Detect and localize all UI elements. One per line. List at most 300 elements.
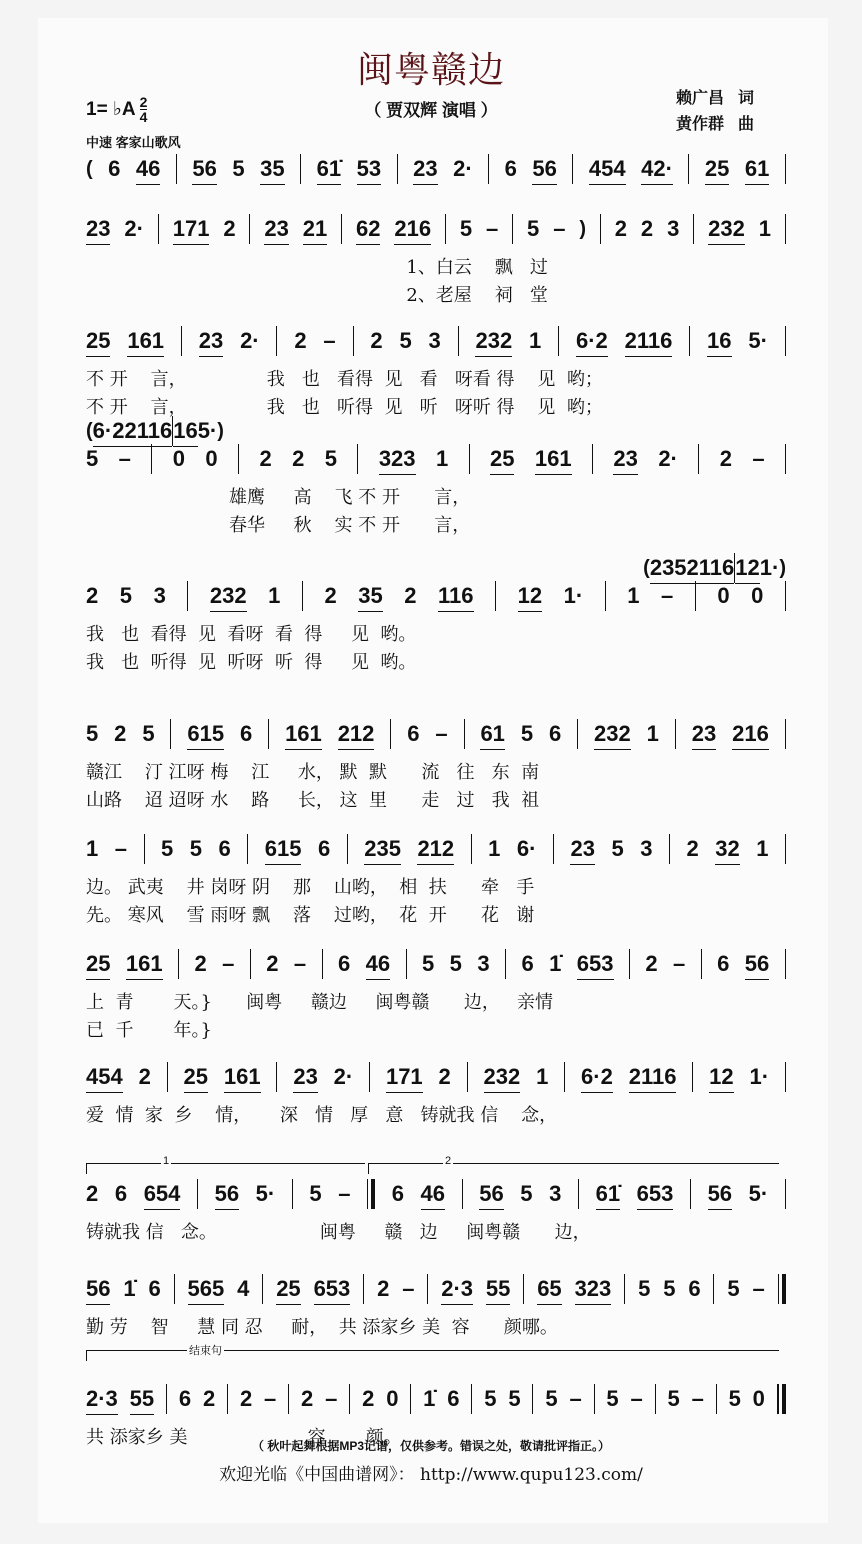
note-group	[356, 216, 380, 245]
note-group	[625, 328, 673, 357]
lyric-row: 铸就我 信 念。 闽粤 赣 边 闽粤赣 边，	[86, 1222, 591, 1243]
beam-underline	[379, 472, 416, 475]
note-group	[149, 1276, 161, 1302]
note-digits: 6·	[516, 836, 537, 861]
interlude-line	[86, 412, 786, 443]
note-digits: 62	[356, 216, 381, 241]
note-group	[641, 156, 673, 185]
note-group	[717, 583, 729, 609]
barline	[600, 214, 601, 244]
song-title: 闽粤赣边	[356, 50, 505, 91]
barline	[688, 154, 689, 184]
beam-underline	[356, 242, 380, 245]
barline	[578, 1179, 579, 1209]
note-group	[86, 836, 98, 862]
note-group	[317, 156, 341, 185]
note-group	[404, 583, 416, 609]
lyric-row: 2、老屋 祠 堂	[86, 285, 548, 306]
note-group	[692, 721, 716, 750]
note-digits: 3	[667, 216, 680, 241]
note-group	[663, 1276, 675, 1302]
note-group	[629, 1064, 677, 1093]
note-digits: 171	[385, 1064, 423, 1089]
note-group	[240, 721, 252, 747]
note-group	[130, 1386, 154, 1415]
note-group	[161, 836, 173, 862]
note-digits: 216	[394, 216, 432, 241]
barline	[669, 834, 670, 864]
barline	[785, 581, 786, 611]
notation-row	[86, 830, 786, 874]
note-digits: 1·	[563, 583, 584, 608]
note-digits: 6	[548, 721, 562, 746]
note-digits: 5	[520, 1181, 533, 1206]
note-group	[748, 328, 768, 354]
barline	[564, 1062, 565, 1092]
note-digits: 654	[143, 1181, 181, 1206]
note-digits: 56	[192, 156, 217, 181]
note-group	[203, 1386, 215, 1412]
lyric-row: 边。 武夷 井 岗呀 阴 那 山哟， 相 扶 牵 手	[86, 877, 535, 898]
beam-underline	[127, 354, 164, 357]
lyric-row: 我 也 听得 见 听呀 听 得 见 哟。	[86, 652, 417, 673]
note-group	[549, 721, 561, 747]
note-digits: 1̇	[423, 1386, 436, 1411]
note-digits: 2	[114, 721, 127, 746]
note-group	[294, 328, 306, 354]
note-digits: 6	[178, 1386, 192, 1411]
beam-underline	[708, 242, 745, 245]
note-digits: 23	[613, 446, 638, 471]
beam-underline	[715, 862, 739, 865]
parenthesis: (	[643, 557, 650, 579]
note-digits: 1	[536, 1064, 549, 1089]
note-digits: 6	[148, 1276, 161, 1301]
beam-underline	[86, 354, 110, 357]
note-group	[224, 1064, 261, 1093]
note-group	[756, 836, 768, 862]
note-group	[667, 1386, 679, 1412]
website-credit: 欢迎光临《中国曲谱网》： http://www.qupu123.com/	[219, 1465, 643, 1485]
sustain-dash: –	[114, 836, 127, 861]
barline	[363, 1274, 364, 1304]
note-group	[268, 583, 280, 609]
note-group	[745, 156, 769, 185]
note-digits: 0	[752, 1386, 765, 1411]
barline	[302, 581, 303, 611]
note-digits: 53	[356, 156, 382, 181]
score-line	[86, 555, 786, 677]
note-group	[518, 583, 542, 612]
score-line	[86, 418, 786, 540]
note-digits: 12	[517, 583, 543, 608]
note-digits: 2	[86, 1181, 99, 1206]
note-group	[394, 216, 431, 245]
beam-underline	[144, 1207, 181, 1210]
note-digits: 6	[521, 951, 534, 976]
beam-underline	[184, 1090, 208, 1093]
beam-underline	[637, 1207, 674, 1210]
barline	[690, 1179, 691, 1209]
note-group	[325, 446, 337, 472]
beam-underline	[136, 182, 160, 185]
note-digits: 23	[86, 216, 111, 241]
note-group	[480, 721, 504, 750]
note-group	[421, 1181, 445, 1210]
note-group	[447, 1386, 459, 1412]
note-digits: 5·	[255, 1181, 276, 1206]
barline	[187, 581, 188, 611]
tempo-marking: 中速 客家山歌风	[86, 135, 181, 150]
note-group	[436, 446, 448, 472]
note-group	[717, 951, 729, 977]
sustain-dash: –	[691, 1386, 704, 1411]
note-group	[460, 216, 472, 242]
note-digits: 42·	[641, 156, 673, 181]
composer-name: 黄作群	[676, 116, 725, 133]
note-group	[475, 328, 512, 357]
beam-underline	[126, 977, 163, 980]
sustain-dash: –	[402, 1276, 415, 1301]
note-group	[529, 328, 541, 354]
note-digits: 6	[114, 1181, 128, 1206]
note-group	[237, 1276, 249, 1302]
note-digits: 6	[240, 721, 253, 746]
credits	[676, 86, 754, 138]
notation-row	[86, 577, 786, 621]
sustain-dash: –	[264, 1386, 277, 1411]
score-line	[86, 830, 786, 930]
note-digits: 46	[365, 951, 391, 976]
lyric-row: 先。 寒风 雪 雨呀 飘 落 过哟， 花 开 花 谢	[86, 905, 535, 926]
volta-bracket	[86, 1155, 365, 1174]
barline	[347, 834, 348, 864]
beam-underline	[575, 1302, 612, 1305]
beam-underline	[276, 1302, 300, 1305]
note-group	[173, 216, 210, 245]
barline	[462, 1179, 463, 1209]
barline	[300, 154, 301, 184]
note-digits: 56	[744, 951, 770, 976]
beam-underline	[532, 182, 556, 185]
note-digits: 216	[732, 721, 769, 746]
note-group	[259, 446, 271, 472]
note-group	[232, 156, 244, 182]
note-group	[127, 328, 164, 357]
note-digits: 2	[223, 216, 236, 241]
score-line	[86, 945, 786, 1045]
note-digits: 653	[313, 1276, 351, 1301]
beam-underline	[187, 747, 224, 750]
beam-underline	[224, 1090, 261, 1093]
beam-underline	[364, 862, 401, 865]
sustain-dash: –	[486, 216, 499, 241]
parenthesis: (	[86, 158, 93, 180]
note-group	[123, 1276, 135, 1302]
repeat-barline	[778, 1274, 786, 1304]
note-digits: 6	[218, 836, 231, 861]
barline	[268, 719, 269, 749]
note-digits: 5·	[748, 328, 768, 353]
barline	[716, 1384, 717, 1414]
beam-underline	[86, 242, 110, 245]
note-group	[521, 951, 533, 977]
note-group	[223, 216, 235, 242]
barline	[471, 834, 472, 864]
note-digits: 5	[449, 951, 462, 976]
note-digits: 61	[480, 721, 505, 746]
note-digits: 161	[127, 328, 165, 353]
note-digits: 5	[459, 216, 473, 241]
note-digits: 2	[239, 1386, 253, 1411]
lyricist-credit	[676, 86, 754, 112]
note-digits: 23	[413, 156, 438, 181]
note-digits: 6	[688, 1276, 701, 1301]
beam-underline	[475, 354, 512, 357]
note-group	[484, 1386, 496, 1412]
note-group	[199, 328, 223, 357]
volta-bracket	[86, 1345, 779, 1361]
note-digits: 1	[756, 836, 769, 861]
note-group	[438, 583, 474, 612]
note-digits: 3	[640, 836, 653, 861]
note-digits: 25	[183, 1064, 209, 1089]
lyric-row: 勤 劳 智 慧 同 忍 耐， 共 添家乡 美 容 颜哪。	[86, 1317, 558, 1338]
note-group	[520, 1181, 532, 1207]
note-group	[124, 216, 144, 242]
note-digits: 2	[438, 1064, 451, 1089]
note-group	[751, 583, 763, 609]
volta-label: 1	[163, 1155, 170, 1167]
barline	[197, 1179, 198, 1209]
barline	[785, 154, 786, 184]
barline	[655, 1384, 656, 1414]
note-group	[303, 216, 327, 245]
note-digits: 2·	[333, 1064, 354, 1089]
note-digits: 2·	[240, 328, 260, 353]
beam-underline	[708, 1207, 732, 1210]
beam-underline	[358, 609, 382, 612]
lyric-row: 不 开 言， 我 也 听得 见 听 呀听 得 见 哟；	[86, 397, 603, 418]
note-digits: 615	[264, 836, 302, 861]
note-digits: 6	[391, 1181, 404, 1206]
note-digits: 25	[86, 951, 111, 976]
note-group	[301, 1386, 313, 1412]
beam-underline	[441, 1302, 473, 1305]
beam-underline	[745, 977, 769, 980]
barline	[458, 326, 459, 356]
time-sig-top: 2	[139, 94, 148, 110]
note-group	[215, 1181, 239, 1210]
note-group	[256, 1181, 276, 1207]
beam-underline	[86, 977, 110, 980]
beam-underline	[317, 182, 341, 185]
barline	[785, 214, 786, 244]
note-digits: 0	[205, 446, 218, 471]
beam-underline	[537, 1302, 561, 1305]
note-group	[324, 583, 336, 609]
barline	[410, 1384, 411, 1414]
barline	[698, 444, 699, 474]
note-group	[638, 1276, 650, 1302]
note-digits: 565	[187, 1276, 225, 1301]
note-digits: 25	[704, 156, 730, 181]
sustain-dash: –	[553, 216, 566, 241]
sustain-dash: –	[673, 951, 686, 976]
note-digits: 35	[260, 156, 285, 181]
note-group	[184, 1064, 208, 1093]
note-digits: 5	[86, 721, 99, 746]
note-group	[139, 1064, 151, 1090]
barline	[701, 949, 702, 979]
note-group	[386, 1064, 423, 1093]
note-group	[517, 836, 537, 862]
barline	[689, 326, 690, 356]
note-group	[314, 1276, 351, 1305]
note-group	[154, 583, 166, 609]
volta-label: 结束句	[187, 1342, 224, 1358]
barline	[167, 1062, 168, 1092]
note-digits: 2·3	[86, 1386, 118, 1411]
note-group	[745, 951, 769, 980]
note-digits: 2	[614, 216, 628, 241]
notation-row	[86, 150, 786, 194]
note-group	[362, 1386, 374, 1412]
lyricist-name: 赖广昌	[676, 90, 725, 107]
note-digits: 1	[86, 836, 99, 861]
note-group	[594, 721, 631, 750]
note-group	[753, 1386, 765, 1412]
note-digits: 6·2	[575, 328, 608, 353]
beam-underline	[709, 1090, 733, 1093]
note-digits: 25	[276, 1276, 301, 1301]
note-group	[285, 721, 322, 750]
beam-underline	[188, 1302, 225, 1305]
note-group	[709, 1064, 733, 1093]
note-digits: 5	[324, 446, 337, 471]
note-digits: 55	[485, 1276, 511, 1301]
note-group	[575, 1276, 612, 1305]
note-group	[377, 1276, 389, 1302]
note-group	[260, 156, 284, 185]
barline	[369, 1062, 370, 1092]
barline	[488, 154, 489, 184]
note-digits: 2	[362, 1386, 375, 1411]
note-digits: 2	[686, 836, 699, 861]
barline	[181, 326, 182, 356]
note-digits: 212	[417, 836, 455, 861]
barline	[178, 949, 179, 979]
note-group	[708, 1181, 732, 1210]
beam-underline	[338, 747, 375, 750]
beam-underline	[86, 1090, 123, 1093]
beam-underline	[130, 1412, 154, 1415]
note-digits: 1	[627, 583, 640, 608]
note-digits: 653	[636, 1181, 674, 1206]
key-signature	[86, 95, 147, 124]
barline	[532, 1384, 533, 1414]
note-group	[265, 836, 302, 865]
note-digits: 2116	[686, 555, 735, 580]
note-digits: 3	[477, 951, 490, 976]
beam-underline	[394, 242, 431, 245]
note-digits: 1̇	[123, 1276, 136, 1301]
note-digits: 1	[758, 216, 771, 241]
note-group	[439, 1064, 451, 1090]
note-digits: 56	[479, 1181, 504, 1206]
note-group	[173, 446, 185, 472]
notation-row	[86, 1380, 786, 1424]
note-digits: 2116	[124, 418, 173, 443]
note-digits: 5·	[748, 1181, 769, 1206]
note-group	[589, 156, 626, 185]
note-group	[240, 328, 260, 354]
barline	[250, 949, 251, 979]
lyricist-role: 词	[738, 90, 755, 107]
beam-underline	[303, 242, 327, 245]
note-group	[187, 721, 224, 750]
transcription-note: （ 秋叶起舞根据MP3记谱，仅供参考。错误之处，敬请批评指正。）	[251, 1439, 610, 1453]
repeat-barline	[367, 1179, 375, 1209]
sustain-dash: –	[435, 721, 448, 746]
barline	[553, 834, 554, 864]
note-digits: 5	[399, 328, 412, 353]
note-group	[441, 1276, 473, 1305]
beam-underline	[570, 862, 594, 865]
beam-underline	[417, 862, 454, 865]
note-group	[615, 216, 627, 242]
note-group	[611, 836, 623, 862]
note-group	[549, 951, 561, 977]
note-digits: 56	[707, 1181, 733, 1206]
note-digits: 32	[715, 836, 740, 861]
barline	[170, 719, 171, 749]
note-group	[486, 1276, 510, 1305]
note-group	[488, 836, 500, 862]
score-line	[86, 150, 786, 194]
parenthesis: (	[86, 420, 93, 442]
note-digits: 323	[574, 1276, 612, 1301]
volta-label: 2	[445, 1155, 452, 1167]
note-digits: 61̇	[595, 1181, 621, 1206]
beam-underline	[357, 182, 381, 185]
note-group	[194, 951, 206, 977]
note-group	[521, 721, 533, 747]
note-group	[264, 216, 288, 245]
note-group	[688, 1276, 700, 1302]
note-group	[637, 1181, 674, 1210]
time-sig-bottom: 4	[139, 109, 148, 125]
beam-underline	[265, 862, 302, 865]
note-digits: 6	[447, 1386, 460, 1411]
notation-row	[86, 945, 786, 989]
note-group	[179, 1386, 191, 1412]
note-digits: 2	[640, 216, 654, 241]
note-digits: 235	[649, 555, 687, 580]
note-digits: 12	[709, 1064, 734, 1089]
sustain-dash: –	[222, 951, 235, 976]
note-digits: 0	[386, 1386, 399, 1411]
beam-underline	[577, 977, 614, 980]
note-digits: 235	[364, 836, 401, 861]
note-group	[366, 951, 390, 980]
note-digits: 1̇	[549, 951, 562, 976]
note-digits: 161	[534, 446, 572, 471]
sustain-dash: –	[752, 1276, 765, 1301]
sustain-dash: –	[569, 1386, 582, 1411]
beam-underline	[641, 182, 673, 185]
note-group	[399, 328, 411, 354]
